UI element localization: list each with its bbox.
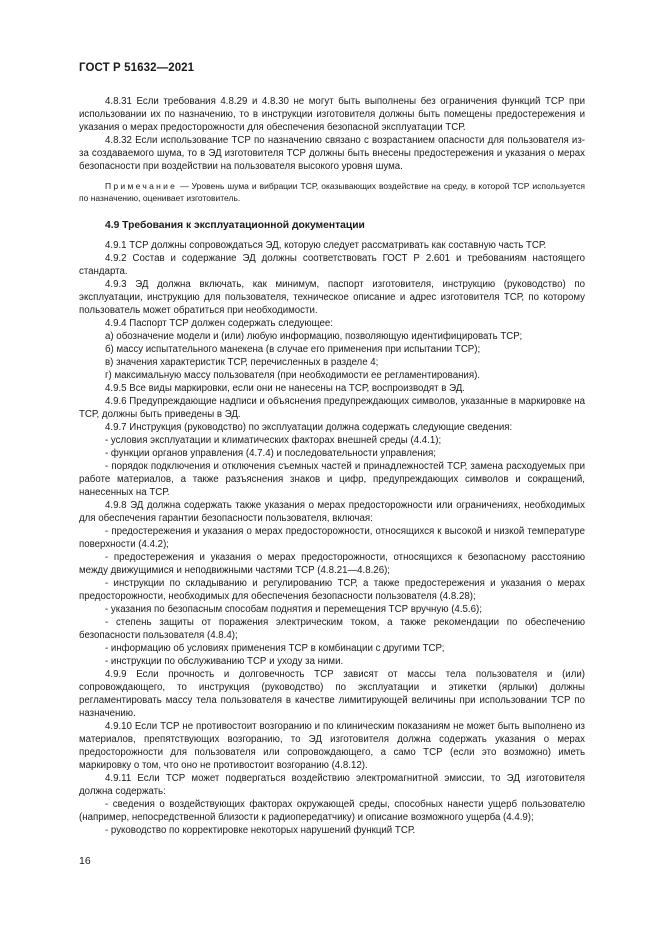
list-item-4-9-8-1: - предостережения и указания о мерах предосторожности, относящихся к высокой и низкой температуре поверхности (4.4.2);: [79, 526, 585, 550]
paragraph-4-8-31: 4.8.31 Если требования 4.8.29 и 4.8.30 не могут быть выполнены без ограничения функций ТСР при использовании их по назначению, то в инструкции изготовителя должны быть помещены предостережения и указания о мерах предосторожности для обеспечения безопасной эксплуатации ТСР.: [79, 96, 585, 133]
paragraph-4-9-2: 4.9.2 Состав и содержание ЭД должны соответствовать ГОСТ Р 2.601 и требованиям настоящего стандарта.: [79, 253, 585, 277]
document-header-code: ГОСТ Р 51632—2021: [79, 62, 195, 74]
list-item-4-9-7-2: - функции органов управления (4.7.4) и последовательности управления;: [105, 448, 436, 459]
paragraph-4-9-4: 4.9.4 Паспорт ТСР должен содержать следующее:: [105, 318, 333, 329]
paragraph-4-9-1: 4.9.1 ТСР должны сопровождаться ЭД, которую следует рассматривать как составную часть ТСР.: [105, 240, 547, 251]
document-body: [79, 95, 585, 837]
list-item-4-9-8-5: - степень защиты от поражения электрическим током, а также рекомендации по обеспечению безопасности пользователя (4.8.4);: [79, 617, 585, 641]
paragraph-4-9-7: 4.9.7 Инструкция (руководство) по эксплуатации должна содержать следующие сведения:: [105, 422, 513, 433]
note-label: Примечание: [105, 181, 178, 191]
note-text: — Уровень шума и вибрации ТСР, оказывающих воздействие на среду, в которой ТСР используется по назначению, оценивает изготовитель.: [79, 181, 585, 203]
section-title-4-9: 4.9 Требования к эксплуатационной документации: [105, 220, 365, 231]
paragraph-4-9-5: 4.9.5 Все виды маркировки, если они не нанесены на ТСР, воспроизводят в ЭД.: [105, 383, 465, 394]
paragraph-4-8-32: 4.8.32 Если использование ТСР по назначению связано с возрастанием опасности для пользователя из-за создаваемого шума, то в ЭД изготовителя ТСР должны быть внесены предостережения и указания о мерах безопасности при воздействии на пользователя высокого уровня шума.: [79, 135, 585, 172]
list-item-4-9-8-4: - указания по безопасным способам поднятия и перемещения ТСР вручную (4.5.6);: [105, 604, 482, 615]
note: [79, 180, 585, 204]
list-item-4-9-4-g: г) максимальную массу пользователя (при необходимости ее регламентирования).: [105, 370, 481, 381]
list-item-4-9-4-v: в) значения характеристик ТСР, перечисленных в разделе 4;: [105, 357, 379, 368]
list-item-4-9-11-2: - руководство по корректировке некоторых нарушений функций ТСР.: [105, 825, 416, 836]
list-item-4-9-4-b: б) массу испытательного манекена (в случае его применения при испытании ТСР);: [105, 344, 481, 355]
list-item-4-9-4-a: а) обозначение модели и (или) любую информацию, позволяющую идентифицировать ТСР;: [105, 331, 523, 342]
list-item-4-9-8-2: - предостережения и указания о мерах предосторожности, относящихся к безопасному расстоянию между движущимися и неподвижными частями ТСР (4.8.21—4.8.26);: [79, 552, 585, 576]
list-item-4-9-8-3: - инструкции по складыванию и регулированию ТСР, а также предостережения и указания о мерах предосторожности, необходимых для обеспечения безопасности пользователя (4.8.28);: [79, 578, 585, 602]
paragraph-4-9-11: 4.9.11 Если ТСР может подвергаться воздействию электромагнитной эмиссии, то ЭД изготовителя должна содержать:: [79, 773, 585, 797]
list-item-4-9-8-6: - информацию об условиях применения ТСР в комбинации с другими ТСР;: [105, 643, 445, 654]
list-item-4-9-7-3: - порядок подключения и отключения съемных частей и принадлежностей ТСР, замена расходуемых при работе материалов, а также разъяснения знаков и цифр, предупреждающих символов и сокращений, нанесенных на ТСР.: [79, 461, 585, 498]
paragraph-4-9-9: 4.9.9 Если прочность и долговечность ТСР зависят от массы тела пользователя и (или) сопровождающего, то инструкция (руководство) по эксплуатации и этикетки (ярлыки) должны регламентировать массу тела пользователя в качестве лимитирующей величины при использовании ТСР по назначению.: [79, 669, 585, 719]
paragraph-4-9-10: 4.9.10 Если ТСР не противостоит возгоранию и по клиническим показаниям не может быть выполнено из материалов, препятствующих возгоранию, то ЭД изготовителя должна содержать указания о мерах предосторожности для пользователя или сопровождающего, а само ТСР (если это возможно) иметь маркировку о том, что оно не противостоит возгоранию (4.8.12).: [79, 721, 585, 771]
paragraph-4-9-3: 4.9.3 ЭД должна включать, как минимум, паспорт изготовителя, инструкцию (руководство) по эксплуатации, инструкцию для пользователя, техническое описание и адрес изготовителя ТСР, по которому пользователь может обратиться при необходимости.: [79, 279, 585, 316]
paragraph-4-9-8: 4.9.8 ЭД должна содержать также указания о мерах предосторожности или ограничениях, необходимых для обеспечения гарантии безопасности пользователя, включая:: [79, 500, 585, 524]
list-item-4-9-11-1: - сведения о воздействующих факторах окружающей среды, способных нанести ущерб пользователю (например, непосредственной близости к радиопередатчику) и описание возможного ущерба (4.4.9);: [79, 799, 585, 823]
page-number: 16: [79, 855, 91, 867]
paragraph-4-9-6: 4.9.6 Предупреждающие надписи и объяснения предупреждающих символов, указанные в маркировке на ТСР, должны быть приведены в ЭД.: [79, 396, 585, 420]
list-item-4-9-8-7: - инструкции по обслуживанию ТСР и уходу за ними.: [105, 656, 344, 667]
list-item-4-9-7-1: - условия эксплуатации и климатических факторах внешней среды (4.4.1);: [105, 435, 442, 446]
